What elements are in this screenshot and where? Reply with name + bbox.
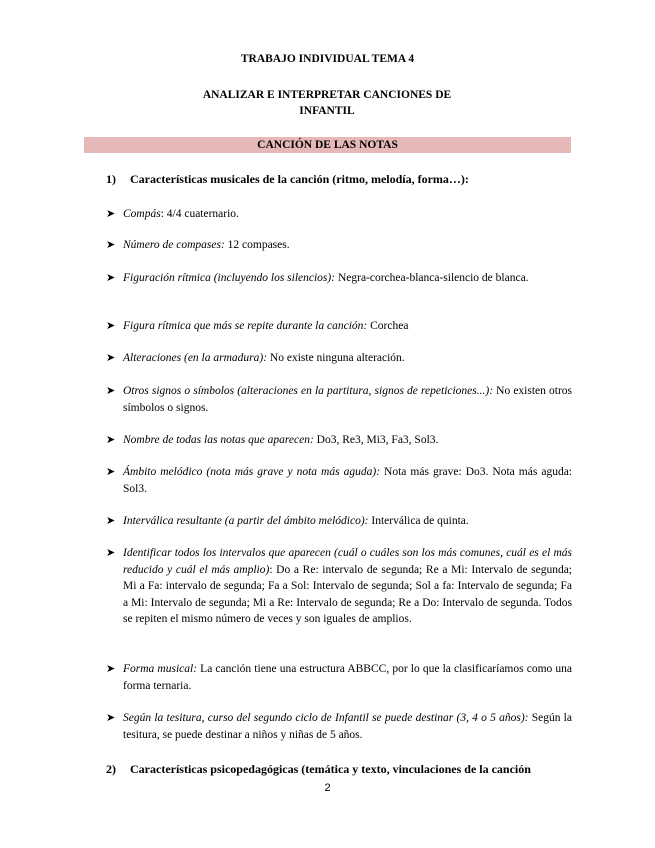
arrow-bullet-icon: ➤ (106, 320, 116, 332)
arrow-bullet-icon: ➤ (106, 712, 116, 724)
item-text: Según la tesitura, se puede destinar a niños y niñas de 5 años. (123, 712, 572, 741)
item-text: Interválica de quinta. (368, 515, 469, 527)
list-item (106, 464, 572, 497)
section-title: Características musicales de la canción (ritmo, melodía, forma…): (130, 172, 469, 186)
list-item (106, 206, 572, 223)
list-item (106, 545, 572, 628)
section-number: 1) (106, 172, 116, 186)
item-text: : Do a Re: intervalo de segunda; Re a Mi: Intervalo de segunda; Mi a Fa: intervalo de segunda; Fa a Sol: Intervalo de segunda; Sol a fa: Intervalo de segunda; Fa a Mi: Intervalo de segunda; Mi a Re: Intervalo de segunda; Re a Do: Intervalo de segunda. Todos se repiten el mismo número de veces y son iguales de amplios. (123, 563, 572, 625)
document-subtitle (177, 87, 477, 119)
list-item (106, 432, 572, 449)
arrow-bullet-icon: ➤ (106, 515, 116, 527)
item-label: Según la tesitura, curso del segundo ciclo de Infantil se puede destinar (3, 4 o 5 años): (123, 712, 529, 724)
item-label: Otros signos o símbolos (alteraciones en la partitura, signos de repeticiones...): (123, 385, 494, 397)
item-label: Interválica resultante (a partir del ámbito melódico): (123, 515, 369, 527)
list-item (106, 237, 572, 254)
page-number: 2 (324, 782, 331, 794)
item-text: Do3, Re3, Mi3, Fa3, Sol3. (313, 434, 439, 446)
arrow-bullet-icon: ➤ (106, 272, 116, 284)
item-label: Identificar todos los intervalos que aparecen (cuál o cuáles son los más comunes, cuál es el más reducido y cuál el más amplio) (123, 547, 572, 576)
arrow-bullet-icon: ➤ (106, 352, 116, 364)
item-text: Nota más grave: Do3. Nota más aguda: Sol3. (123, 466, 573, 495)
item-text: 12 compases. (224, 239, 290, 251)
arrow-bullet-icon: ➤ (106, 385, 116, 397)
item-label: Compás (123, 208, 161, 220)
list-item (106, 710, 572, 743)
item-label: Alteraciones (en la armadura): (123, 352, 268, 364)
section-number: 2) (106, 762, 116, 776)
item-text: No existe ninguna alteración. (267, 352, 405, 364)
arrow-bullet-icon: ➤ (106, 663, 116, 675)
subtitle-text: ANALIZAR E INTERPRETAR CANCIONES DE INFANTIL (202, 89, 452, 117)
section-heading-1 (106, 172, 469, 187)
section-heading-2 (106, 762, 531, 777)
item-text: La canción tiene una estructura ABBCC, por lo que la clasificaríamos como una forma ternaria. (123, 663, 572, 692)
item-label: Figuración rítmica (incluyendo los silencios): (123, 272, 336, 284)
arrow-bullet-icon: ➤ (106, 466, 116, 478)
list-item (106, 318, 572, 335)
list-item (106, 350, 572, 367)
item-text: : 4/4 cuaternario. (160, 208, 239, 220)
arrow-bullet-icon: ➤ (106, 239, 116, 251)
item-text: No existen otros símbolos o signos. (123, 385, 573, 414)
item-label: Número de compases: (123, 239, 225, 251)
item-text: Negra-corchea-blanca-silencio de blanca. (335, 272, 529, 284)
document-title: TRABAJO INDIVIDUAL TEMA 4 (240, 53, 415, 65)
item-label: Nombre de todas las notas que aparecen: (123, 434, 314, 446)
item-label: Figura rítmica que más se repite durante la canción: (123, 320, 368, 332)
arrow-bullet-icon: ➤ (106, 208, 116, 220)
song-title-banner: CANCIÓN DE LAS NOTAS (84, 137, 571, 153)
item-text: Corchea (367, 320, 409, 332)
item-label: Ámbito melódico (nota más grave y nota más aguda): (123, 466, 381, 478)
item-label: Forma musical: (123, 663, 198, 675)
list-item (106, 270, 572, 287)
list-item (106, 513, 572, 530)
arrow-bullet-icon: ➤ (106, 434, 116, 446)
section-title: Características psicopedagógicas (temática y texto, vinculaciones de la canción (130, 762, 531, 776)
list-item (106, 661, 572, 694)
list-item (106, 383, 572, 416)
arrow-bullet-icon: ➤ (106, 547, 116, 559)
